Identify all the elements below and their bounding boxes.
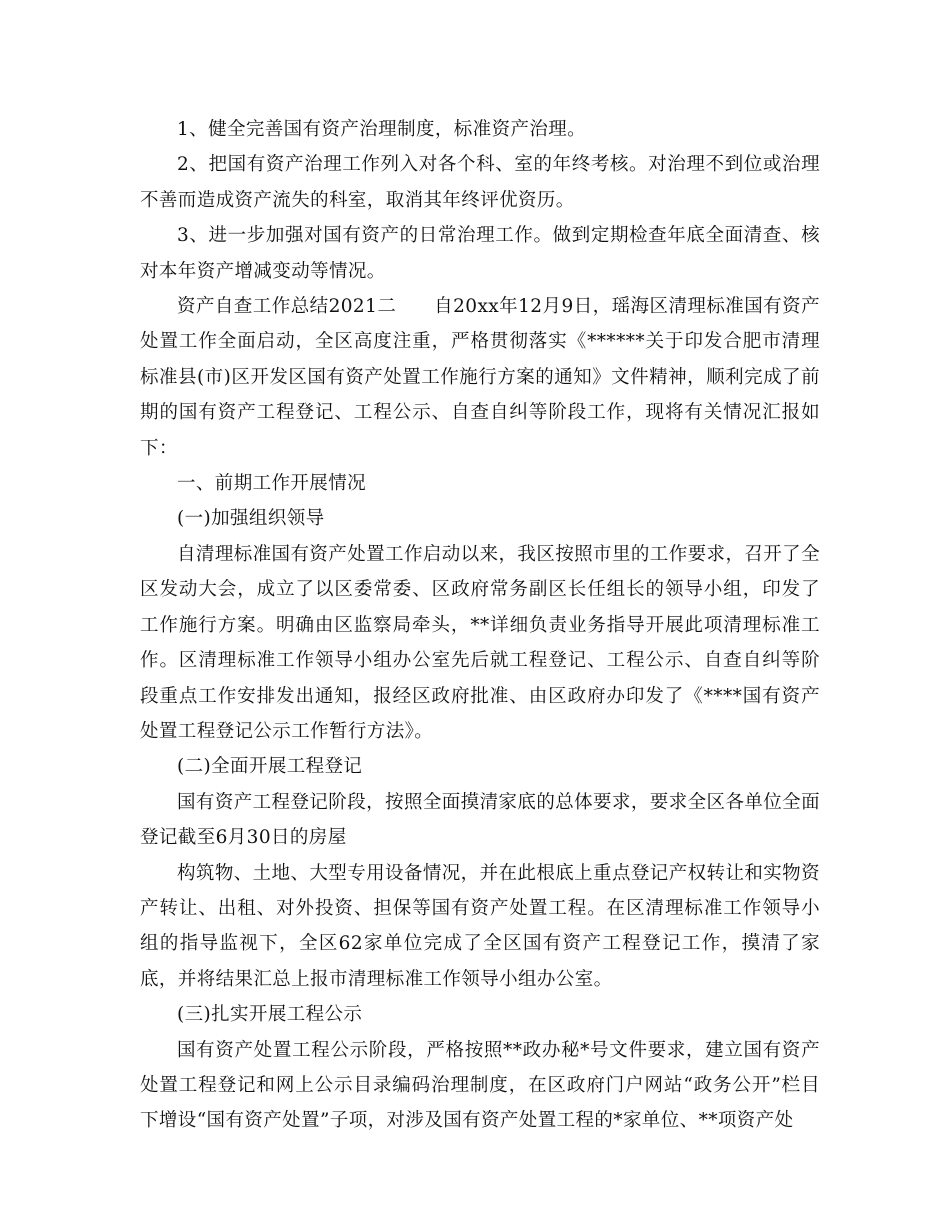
subsection-heading-1: (一)加强组织领导 bbox=[177, 508, 325, 530]
paragraph-item-3: 3、进一步加强对国有资产的日常治理工作。做到定期检查年底全面清查、核对本年资产增减变动等情况。 bbox=[140, 225, 820, 282]
paragraph-registration: 国有资产工程登记阶段，按照全面摸清家底的总体要求，要求全区各单位全面登记截至6月30日的房屋 bbox=[140, 791, 820, 849]
paragraph-summary-intro: 资产自查工作总结2021二 自20xx年12月9日，瑶海区清理标准国有资产处置工作全面启动，全区高度注重，严格贯彻落实《******关于印发合肥市清理标准县(市)区开发区国有资产处置工作施行方案的通知》文件精神，顺利完成了前期的国有资产工程登记、工程公示、自查自纠等阶段工作，现将有关情况汇报如下： bbox=[140, 296, 820, 459]
document-body bbox=[140, 112, 820, 1139]
paragraph-item-2: 2、把国有资产治理工作列入对各个科、室的年终考核。对治理不到位或治理不善而造成资产流失的科室，取消其年终评优资历。 bbox=[140, 154, 820, 211]
subsection-heading-2: (二)全面开展工程登记 bbox=[177, 756, 363, 778]
subsection-heading-3: (三)扎实开展工程公示 bbox=[177, 1004, 363, 1026]
paragraph-organization: 自清理标准国有资产处置工作启动以来，我区按照市里的工作要求，召开了全区发动大会，成立了以区委常委、区政府常务副区长任组长的领导小组，印发了工作施行方案。明确由区监察局牵头，**详细负责业务指导开展此项清理标准工作。区清理标准工作领导小组办公室先后就工程登记、工程公示、自查自纠等阶段重点工作安排发出通知，报经区政府批准、由区政府办印发了《****国有资产处置工程登记公示工作暂行方法》。 bbox=[140, 543, 820, 742]
paragraph-publicity: 国有资产处置工程公示阶段，严格按照**政办秘*号文件要求，建立国有资产处置工程登记和网上公示目录编码治理制度，在区政府门户网站“政务公开”栏目下增设“国有资产处置”子项，对涉及国有资产处置工程的*家单位、**项资产处 bbox=[140, 1039, 820, 1132]
paragraph-item-1: 1、健全完善国有资产治理制度，标准资产治理。 bbox=[177, 119, 587, 140]
section-heading-1: 一、前期工作开展情况 bbox=[177, 473, 367, 495]
paragraph-registration-cont: 构筑物、土地、大型专用设备情况，并在此根底上重点登记产权转让和实物资产转让、出租、对外投资、担保等国有资产处置工程。在区清理标准工作领导小组的指导监视下，全区62家单位完成了全区国有资产工程登记工作，摸清了家底，并将结果汇总上报市清理标准工作领导小组办公室。 bbox=[140, 862, 820, 990]
